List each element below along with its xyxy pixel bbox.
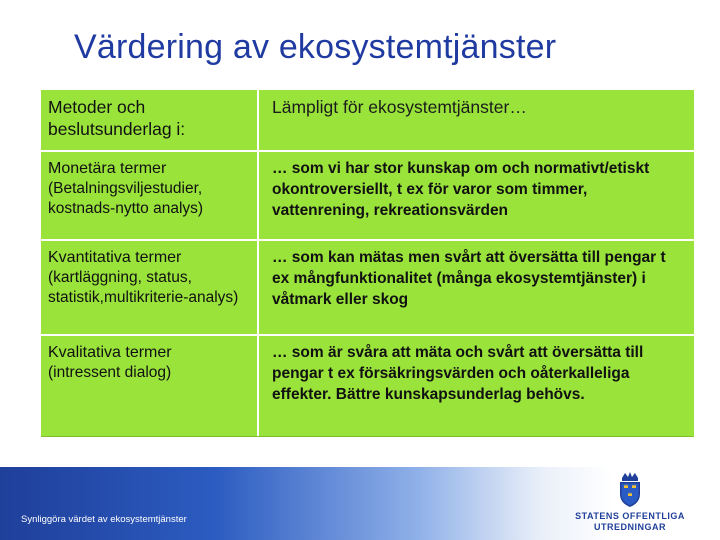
suitability-cell xyxy=(259,336,694,436)
method-cell xyxy=(41,241,259,334)
table-row xyxy=(41,152,694,241)
method-examples: (kartläggning, status, statistik,multikriterie-analys) xyxy=(48,269,239,306)
table-row xyxy=(41,336,694,437)
method-examples: (intressent dialog) xyxy=(48,364,172,381)
footer-caption: Synliggöra värdet av ekosystemtjänster xyxy=(21,514,187,525)
comparison-table xyxy=(41,90,694,437)
header-cell-suitable xyxy=(259,90,694,150)
suitability-cell xyxy=(259,241,694,334)
suitability-text: … som kan mätas men svårt att översätta till pengar t ex mångfunktionalitet (många ekosystemtjänster) i våtmark eller skog xyxy=(272,249,666,308)
suitability-cell xyxy=(259,152,694,239)
crown-emblem-icon xyxy=(575,470,685,510)
header-cell-methods xyxy=(41,90,259,150)
suitability-text: … som är svåra att mäta och svårt att översätta till pengar t ex försäkringsvärden och oåterkalleliga effekter. Bättre kunskapsunderlag behövs. xyxy=(272,344,644,403)
method-heading: Kvalitativa termer xyxy=(48,344,172,361)
method-cell xyxy=(41,336,259,436)
logo-line-2: UTREDNINGAR xyxy=(594,522,666,532)
method-heading: Monetära termer xyxy=(48,160,167,177)
header-suitable-label: Lämpligt för ekosystemtjänster… xyxy=(272,97,527,117)
logo-line-1: STATENS OFFENTLIGA xyxy=(575,511,685,521)
method-examples: (Betalningsviljestudier, kostnads-nytto analys) xyxy=(48,180,204,217)
header-methods-label: Metoder och beslutsunderlag i: xyxy=(48,97,186,139)
sou-logo xyxy=(575,470,685,534)
suitability-text: … som vi har stor kunskap om och normativt/etiskt okontroversiellt, t ex för varor som timmer, vattenrening, rekreationsvärden xyxy=(272,160,650,219)
method-heading: Kvantitativa termer xyxy=(48,249,182,266)
slide-title: Värdering av ekosystemtjänster xyxy=(74,28,557,66)
method-cell xyxy=(41,152,259,239)
table-row xyxy=(41,241,694,336)
table-header-row xyxy=(41,90,694,152)
